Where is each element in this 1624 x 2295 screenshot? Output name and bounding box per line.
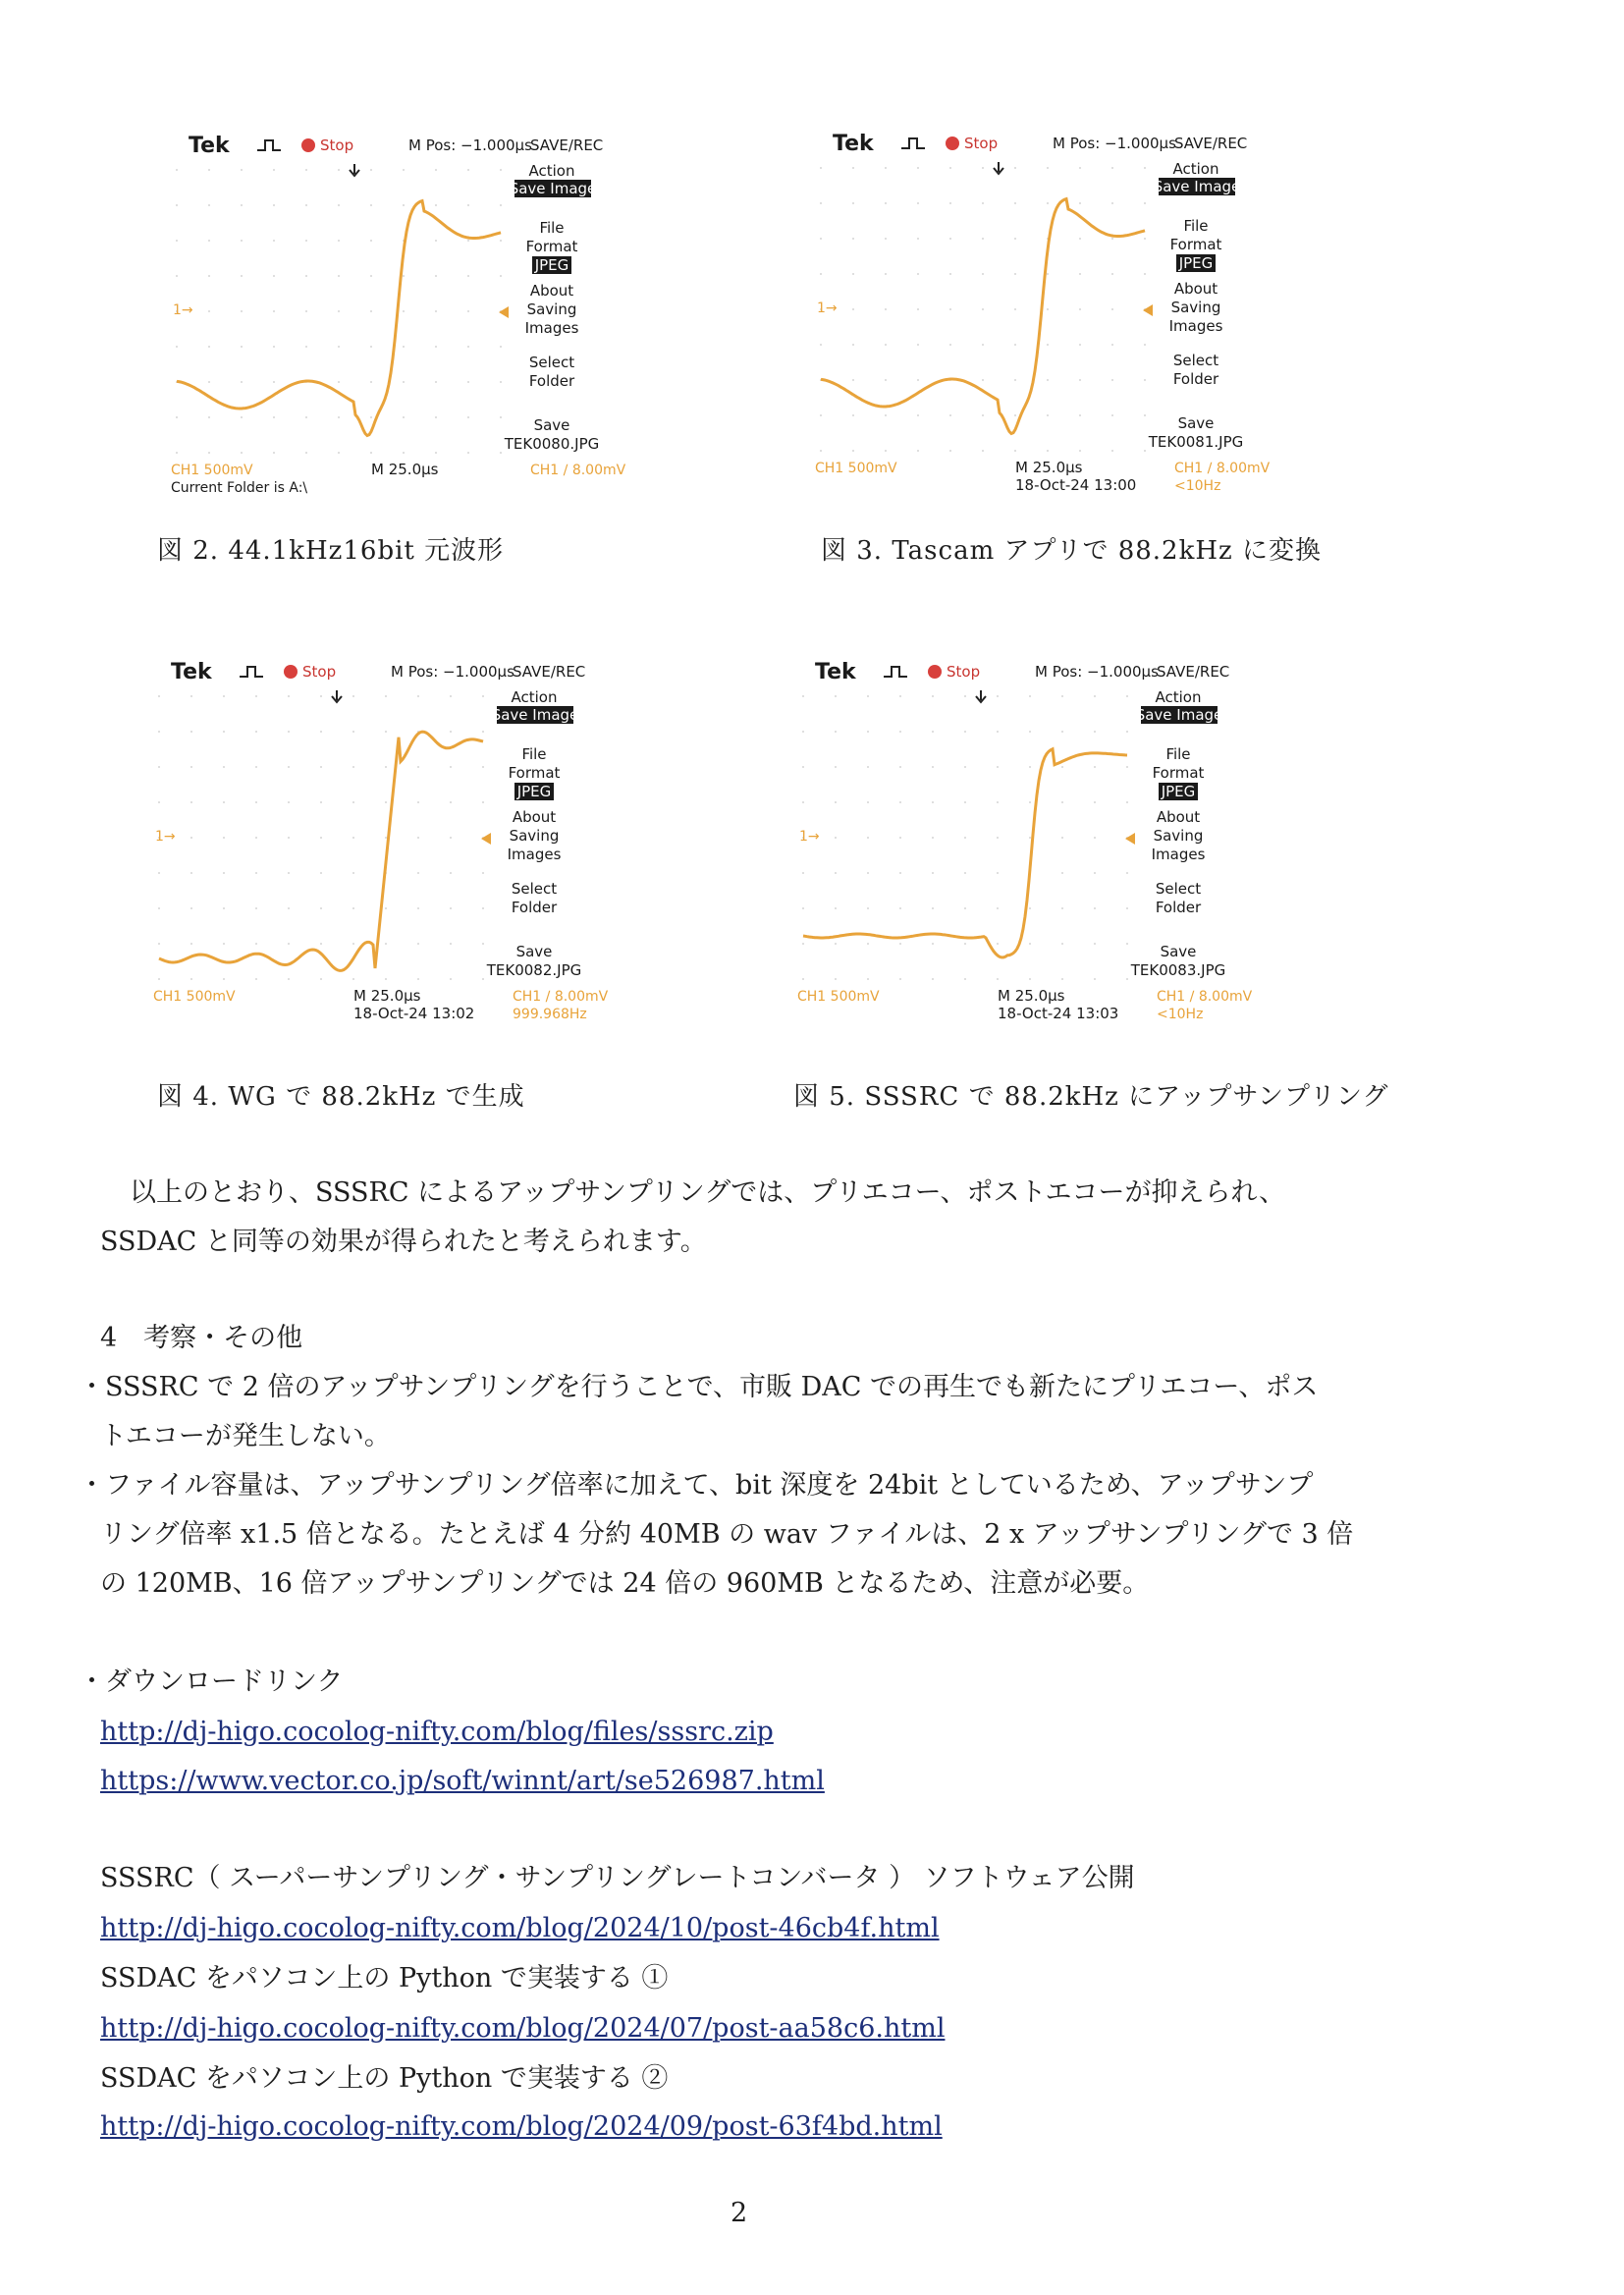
ch1-scale: CH1 500mV <box>171 463 253 478</box>
reference-2-link[interactable]: http://dj-higo.cocolog-nifty.com/blog/2024/07/post-aa58c6.html <box>100 2013 946 2044</box>
menu-title: SAVE/REC <box>1157 663 1230 681</box>
waveform-trace <box>177 201 501 436</box>
trigger-readout: CH1 ∕ 8.00mV <box>1157 989 1253 1005</box>
figure-2-scope <box>171 113 766 506</box>
trigger-level-icon <box>1125 833 1135 845</box>
file-name: TEK0082.JPG <box>486 961 582 979</box>
ch1-scale: CH1 500mV <box>815 461 897 476</box>
menu-title: SAVE/REC <box>530 137 604 154</box>
reference-3-link[interactable]: http://dj-higo.cocolog-nifty.com/blog/2024/09/post-63f4bd.html <box>100 2111 943 2142</box>
run-status: Stop <box>964 135 999 152</box>
save-image-option[interactable]: Save Image <box>491 706 579 724</box>
select-folder-label-1: Select <box>1155 880 1202 898</box>
figure-3-scope <box>815 111 1410 504</box>
timebase: M 25.0µs <box>998 987 1065 1005</box>
about-label-3: Images <box>1151 846 1206 863</box>
save-label: Save <box>1160 943 1197 960</box>
m-pos-readout: M Pos: −1.000µs <box>408 137 532 154</box>
summary-paragraph-line-1: 以上のとおり、SSSRC によるアップサンプリングでは、プリエコー、ポストエコーが抑えられ、 <box>130 1177 1286 1208</box>
file-name: TEK0080.JPG <box>504 435 600 453</box>
m-pos-readout: M Pos: −1.000µs <box>391 663 514 681</box>
run-status: Stop <box>302 663 337 681</box>
jpeg-option[interactable]: JPEG <box>1178 254 1214 272</box>
trigger-readout: CH1 ∕ 8.00mV <box>530 463 626 478</box>
ch1-scale: CH1 500mV <box>797 989 880 1005</box>
select-folder-label-1: Select <box>528 354 575 371</box>
trigger-readout: CH1 ∕ 8.00mV <box>513 989 609 1005</box>
select-folder-label-1: Select <box>511 880 558 898</box>
save-label: Save <box>1177 414 1215 432</box>
bullet-2-line-3: の 120MB、16 倍アップサンプリングでは 24 倍の 960MB となるため、注意が必要。 <box>100 1568 1150 1599</box>
ch1-scale: CH1 500mV <box>153 989 236 1005</box>
oscilloscope-screenshot <box>815 111 1410 504</box>
tek-logo: Tek <box>189 134 230 158</box>
file-format-label: File <box>1165 745 1191 763</box>
select-folder-label-2: Folder <box>1155 899 1202 916</box>
trigger-position-icon <box>332 690 342 702</box>
select-folder-label-2: Folder <box>511 899 558 916</box>
summary-paragraph-line-2: SSDAC と同等の効果が得られたと考えられます。 <box>100 1227 707 1257</box>
figure-4-caption: 図 4. WG で 88.2kHz で生成 <box>157 1082 525 1112</box>
graticule <box>158 695 484 980</box>
graticule <box>820 167 1146 452</box>
about-label-1: About <box>1173 280 1218 298</box>
bullet-1-line-1: ・SSSRC で 2 倍のアップサンプリングを行うことで、市販 DAC での再生でも新たにプリエコー、ポス <box>79 1372 1319 1402</box>
tek-logo: Tek <box>815 660 856 684</box>
timebase: M 25.0µs <box>1015 459 1083 476</box>
file-format-label-2: Format <box>525 238 578 255</box>
bullet-2-line-1: ・ファイル容量は、アップサンプリング倍率に加えて、bit 深度を 24bit としているため、アップサンプ <box>79 1470 1314 1501</box>
reference-2-title: SSDAC をパソコン上の Python で実装する ① <box>100 1963 669 1994</box>
trigger-level-icon <box>1143 304 1153 316</box>
waveform-trace <box>803 749 1127 957</box>
figure-2-caption: 図 2. 44.1kHz16bit 元波形 <box>157 536 505 566</box>
m-pos-readout: M Pos: −1.000µs <box>1053 135 1176 152</box>
stop-indicator-icon <box>928 665 942 679</box>
trigger-level-icon <box>499 306 509 318</box>
tek-logo: Tek <box>171 660 212 684</box>
file-format-label-2: Format <box>508 764 561 782</box>
save-image-option[interactable]: Save Image <box>1153 178 1241 195</box>
save-image-option[interactable]: Save Image <box>1135 706 1223 724</box>
save-image-option[interactable]: Save Image <box>509 180 597 197</box>
figure-5-scope <box>797 639 1392 1032</box>
section-heading: 4 考察・その他 <box>100 1323 303 1353</box>
save-label: Save <box>533 416 570 434</box>
tek-logo: Tek <box>833 132 874 156</box>
timebase: M 25.0µs <box>371 461 439 478</box>
stop-indicator-icon <box>301 138 315 152</box>
about-label-2: Saving <box>526 301 577 318</box>
stop-indicator-icon <box>284 665 298 679</box>
jpeg-option[interactable]: JPEG <box>534 256 569 274</box>
side-menu[interactable] <box>486 688 582 979</box>
jpeg-option[interactable]: JPEG <box>1161 783 1196 800</box>
channel-marker: 1→ <box>817 301 838 316</box>
current-folder: Current Folder is A:\ <box>171 480 308 496</box>
file-format-label-2: Format <box>1169 236 1222 253</box>
file-format-label: File <box>521 745 547 763</box>
date-time: 18-Oct-24 13:00 <box>1015 476 1137 494</box>
action-label: Action <box>1172 160 1219 178</box>
bullet-1-line-2: トエコーが発生しない。 <box>100 1421 391 1451</box>
reference-1-link[interactable]: http://dj-higo.cocolog-nifty.com/blog/2024/10/post-46cb4f.html <box>100 1913 940 1943</box>
trigger-position-icon <box>994 162 1003 174</box>
figure-4-scope <box>153 639 748 1032</box>
date-time: 18-Oct-24 13:02 <box>353 1005 475 1022</box>
timebase: M 25.0µs <box>353 987 421 1005</box>
reference-1-title: SSSRC（ スーパーサンプリング・サンプリングレートコンバータ ） ソフトウェア公開 <box>100 1863 1135 1893</box>
select-folder-label-2: Folder <box>528 372 575 390</box>
trigger-readout: CH1 ∕ 8.00mV <box>1174 461 1271 476</box>
file-format-label-2: Format <box>1152 764 1205 782</box>
about-label-3: Images <box>524 319 579 337</box>
m-pos-readout: M Pos: −1.000µs <box>1035 663 1159 681</box>
channel-marker: 1→ <box>155 829 176 845</box>
figure-5-caption: 図 5. SSSRC で 88.2kHz にアップサンプリング <box>793 1082 1389 1112</box>
side-menu[interactable] <box>1130 688 1226 979</box>
trigger-type-icon <box>257 140 281 150</box>
frequency-readout: <10Hz <box>1157 1007 1204 1022</box>
stop-indicator-icon <box>946 137 959 150</box>
trigger-type-icon <box>884 667 907 677</box>
about-label-3: Images <box>507 846 562 863</box>
about-label-2: Saving <box>509 827 560 845</box>
download-link-1[interactable]: http://dj-higo.cocolog-nifty.com/blog/files/sssrc.zip <box>100 1717 774 1747</box>
about-label-2: Saving <box>1153 827 1204 845</box>
select-folder-label-1: Select <box>1172 352 1219 369</box>
action-label: Action <box>1155 688 1202 706</box>
trigger-type-icon <box>240 667 263 677</box>
about-label-2: Saving <box>1170 299 1221 316</box>
trigger-position-icon <box>976 690 986 702</box>
reference-3-title: SSDAC をパソコン上の Python で実装する ② <box>100 2063 669 2094</box>
oscilloscope-screenshot <box>153 639 748 1032</box>
download-heading: ・ダウンロードリンク <box>79 1667 344 1697</box>
date-time: 18-Oct-24 13:03 <box>998 1005 1119 1022</box>
about-label-3: Images <box>1168 317 1223 335</box>
file-format-label: File <box>1183 217 1209 235</box>
about-label-1: About <box>512 808 557 826</box>
jpeg-option[interactable]: JPEG <box>516 783 552 800</box>
about-label-1: About <box>1156 808 1201 826</box>
trigger-type-icon <box>901 138 925 148</box>
channel-marker: 1→ <box>173 302 193 318</box>
download-link-2[interactable]: https://www.vector.co.jp/soft/winnt/art/se526987.html <box>100 1766 825 1796</box>
run-status: Stop <box>320 137 354 154</box>
trigger-position-icon <box>350 164 359 176</box>
bullet-2-line-2: リング倍率 x1.5 倍となる。たとえば 4 分約 40MB の wav ファイルは、2 x アップサンプリングで 3 倍 <box>100 1519 1354 1550</box>
channel-marker: 1→ <box>799 829 820 845</box>
about-label-1: About <box>529 282 574 300</box>
frequency-readout: <10Hz <box>1174 478 1221 494</box>
side-menu[interactable] <box>1148 160 1244 451</box>
run-status: Stop <box>947 663 981 681</box>
action-label: Action <box>511 688 558 706</box>
oscilloscope-screenshot <box>797 639 1392 1032</box>
page-number: 2 <box>731 2198 748 2228</box>
trigger-level-icon <box>481 833 491 845</box>
menu-title: SAVE/REC <box>1174 135 1248 152</box>
file-name: TEK0083.JPG <box>1130 961 1226 979</box>
menu-title: SAVE/REC <box>513 663 586 681</box>
oscilloscope-screenshot <box>171 113 766 506</box>
frequency-readout: 999.968Hz <box>513 1007 587 1022</box>
select-folder-label-2: Folder <box>1172 370 1219 388</box>
graticule <box>176 169 502 454</box>
action-label: Action <box>528 162 575 180</box>
waveform-trace <box>821 199 1145 434</box>
side-menu[interactable] <box>504 162 600 453</box>
file-format-label: File <box>539 219 565 237</box>
figure-3-caption: 図 3. Tascam アプリで 88.2kHz に変換 <box>821 536 1322 566</box>
file-name: TEK0081.JPG <box>1148 433 1244 451</box>
save-label: Save <box>515 943 553 960</box>
